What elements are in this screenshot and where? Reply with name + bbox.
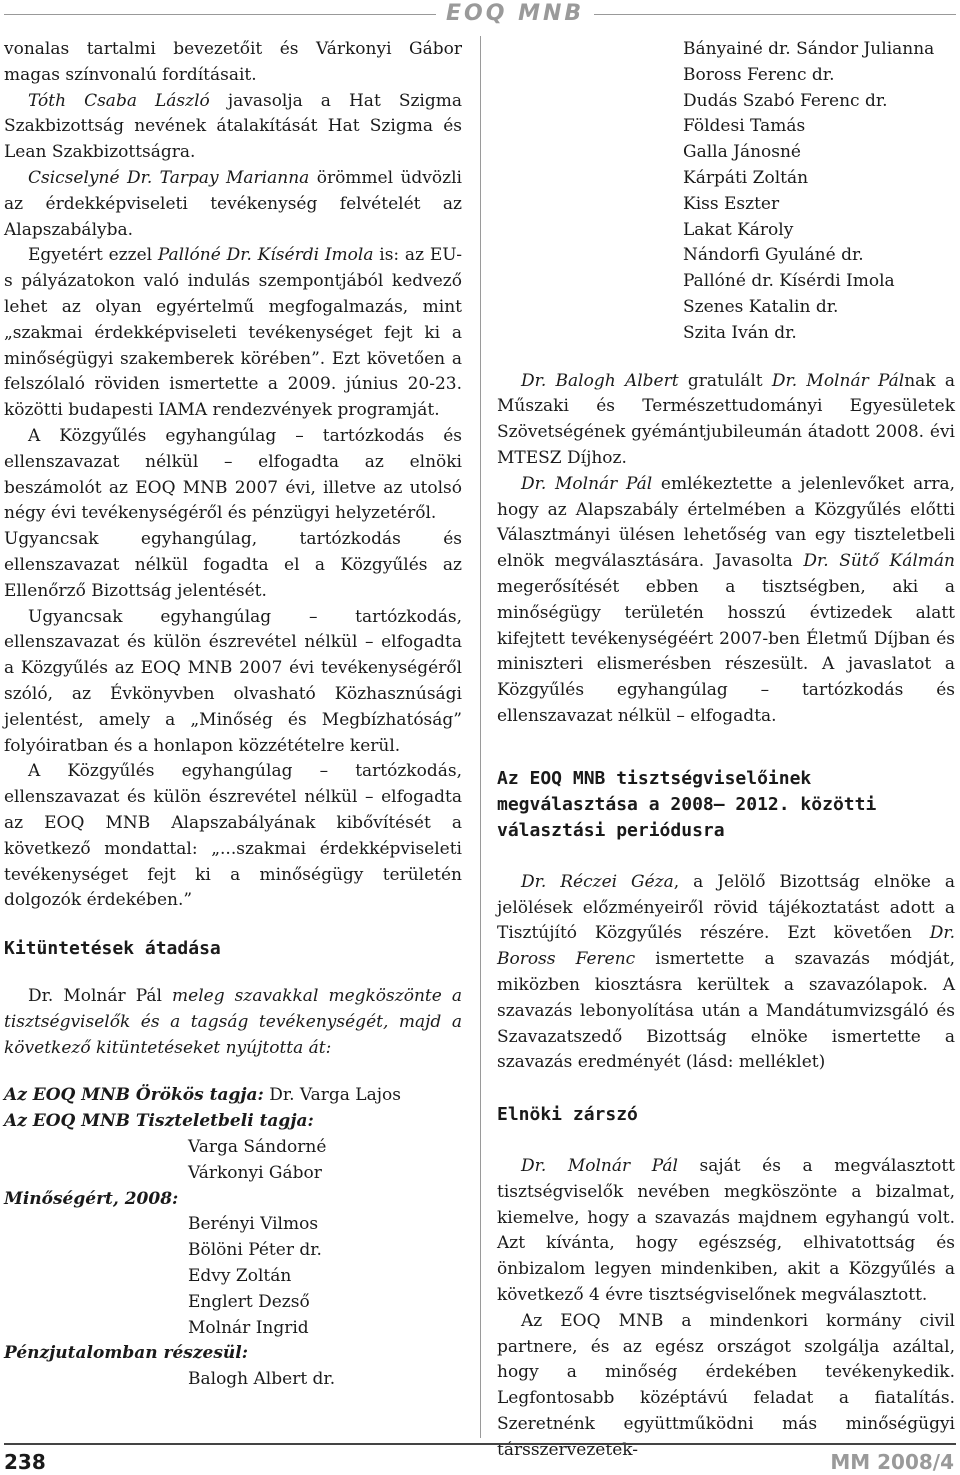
member-list [497,37,955,347]
member-name: Kárpáti Zoltán [683,167,809,188]
award-name: Várkonyi Gábor [188,1162,322,1183]
issue-label: MM 2008/4 [830,1450,954,1474]
section-heading-election: Az EOQ MNB tisztségviselőinek megválasztása a 2008– 2012. közötti választási periódusra [497,767,877,841]
award-label: Az EOQ MNB Tiszteletbeli tagja: [4,1111,314,1132]
person-name: Pallóné Dr. Kísérdi Imola [157,245,374,266]
paragraph: A Közgyűlés egyhangúlag – tartózkodás, ellenszavazat és külön észrevétel nélkül – elfogadta az EOQ MNB Alapszabályának kibővítését a következő mondattal: „...szakmai érdekképviseleti tevékenységet fejt ki a minőségügy területén dolgozók érdekében.” [4,761,462,911]
member-name: Pallóné dr. Kísérdi Imola [683,271,895,292]
paragraph: Dr. Balogh Albert gratulált Dr. Molnár Pálnak a Műszaki és Természettudományi Egyesületek Szövetségének gyémántjubileumán átadott 2008. évi MTESZ Díjhoz. [497,370,955,468]
member-name: Szenes Katalin dr. [683,296,839,317]
member-name: Földesi Tamás [683,116,806,137]
paragraph: Csicselyné Dr. Tarpay Marianna örömmel üdvözli az érdekképviseleti tevékenység felvételét az Alapszabályba. [4,167,462,240]
award-name: Englert Dezső [188,1291,310,1312]
paragraph: Tóth Csaba László javasolja a Hat Szigma Szakbizottság nevének átalakítását Hat Szigma és Lean Szakbizottságra. [4,90,462,163]
paragraph: Dr. Molnár Pál saját és a megválasztott tisztségviselők nevében megköszönte a bizalmat, kiemelve, hogy a szavazás majdnem egyhangú volt. Azt kívánta, hogy egészség, elhivatottság és önbizalom legyen mindenkiben, akit a Közgyűlés a következő 4 évre tisztségviselőnek megválasztott. [497,1156,955,1306]
paragraph: Az EOQ MNB a mindenkori kormány civil partnere, és az egész országot szolgálja azáltal, hogy a minőség érdekében tevékenykedik. Legfontosabb középtávú feladat a fiatalítás. Szeretnénk együttműködni más minőségügyi társszervezetek- [497,1310,955,1460]
paragraph: Dr. Molnár Pál emlékeztette a jelenlevőket arra, hogy az Alapszabály értelmében a Közgyűlés előtti Választmányi ülésen lehetőség van egy tiszteletbeli elnök megválasztására. Javasolta Dr. Sütő Kálmán megerősítését ebben a tisztségben, aki a minőségügy területén hosszú évtizedek alatt kifejtett tevékenységéért 2007-ben Életmű Díjban és miniszteri elismerésben részesült. A javaslatot a Közgyűlés egyhangúlag – tartózkodás és ellenszavazat nélkül – elfogadta. [497,473,955,726]
award-label: Minőségért, 2008: [4,1188,179,1209]
member-name: Szita Iván dr. [683,322,797,343]
award-name: Bölöni Péter dr. [188,1240,322,1261]
page-number: 238 [4,1450,46,1474]
award-name: Molnár Ingrid [188,1317,309,1338]
award-name: Balogh Albert dr. [188,1369,336,1390]
person-name: Tóth Csaba László [28,90,210,111]
award-name: Edvy Zoltán [188,1266,292,1287]
award-line: Az EOQ MNB Örökös tagja: Dr. Varga Lajos [4,1085,401,1106]
member-name: Nándorfi Gyuláné dr. [683,245,864,266]
left-column [4,37,462,1393]
award-list [4,1083,462,1393]
paragraph: Dr. Molnár Pál meleg szavakkal megköszönte a tisztségviselők és a tagság tevékenységét, majd a következő kitüntetéseket nyújtotta át: [4,986,463,1058]
member-name: Dudás Szabó Ferenc dr. [683,90,888,111]
paragraph: Ugyancsak egyhangúlag, tartózkodás és ellenszavazat nélkül fogadta el a Közgyűlés az Ellenőrző Bizottság jelentését. [4,529,462,601]
award-name: Varga Sándorné [188,1137,327,1158]
right-column [497,37,955,1464]
paragraph: Egyetért ezzel Pallóné Dr. Kísérdi Imola is: az EU-s pályázatokon való indulás szempontjából kedvező lehet az olyan egyértelmű megfogalmazás, mint „szakmai érdekképviseleti tevékenységet fejt ki a minőségügyi szakemberek körében”. Ezt követően a felszólaló röviden ismertette a 2009. június 20-23. közötti budapesti IAMA rendezvények programját. [4,245,462,421]
paragraph: vonalas tartalmi bevezetőit és Várkonyi Gábor magas színvonalú fordításait. [4,39,462,85]
section-heading-awards: Kitüntetések átadása [4,938,221,960]
member-name: Bányainé dr. Sándor Julianna [683,39,935,59]
footer-rule [4,1443,956,1445]
section-heading-closing: Elnöki zárszó [497,1104,638,1126]
paragraph: A Közgyűlés egyhangúlag – tartózkodás és ellenszavazat nélkül – elfogadta az elnöki beszámolót az EOQ MNB 2007 évi, illetve az utolsó négy évi tevékenységéről és pénzügyi helyzetéről. [4,425,462,524]
award-label: Pénzjutalomban részesül: [4,1343,248,1364]
paragraph: Dr. Réczei Géza, a Jelölő Bizottság elnöke a jelölések előzményeiről rövid tájékoztatást adott a Tisztújító Közgyűlés részére. Ezt követően Dr. Boross Ferenc ismertette a szavazás módját, miközben kiosztásra kerültek a szavazólapok. A szavazás lebonyolítása után a Mandátumvizsgáló és Szavazatszedő Bizottság elnöke ismertette a szavazás eredményét (lásd: melléklet) [497,871,956,1073]
member-name: Kiss Eszter [683,193,780,214]
paragraph: Ugyancsak egyhangúlag – tartózkodás, ellenszavazat és külön észrevétel nélkül – elfogadta a Közgyűlés az EOQ MNB 2007 évi tevékenységéről szóló, az Évkönyvben olvasható Közhasznúsági jelentést, amely a „Minőség és Megbízhatóság” folyóiratban és a honlapon közzétételre kerül. [4,606,462,756]
member-name: Lakat Károly [683,219,794,240]
member-name: Galla Jánosné [683,142,801,163]
person-name: Csicselyné Dr. Tarpay Marianna [28,167,310,188]
award-name: Berényi Vilmos [188,1214,319,1235]
member-name: Boross Ferenc dr. [683,64,835,85]
running-header-title: EOQ MNB [436,0,594,28]
column-divider [480,36,481,1438]
